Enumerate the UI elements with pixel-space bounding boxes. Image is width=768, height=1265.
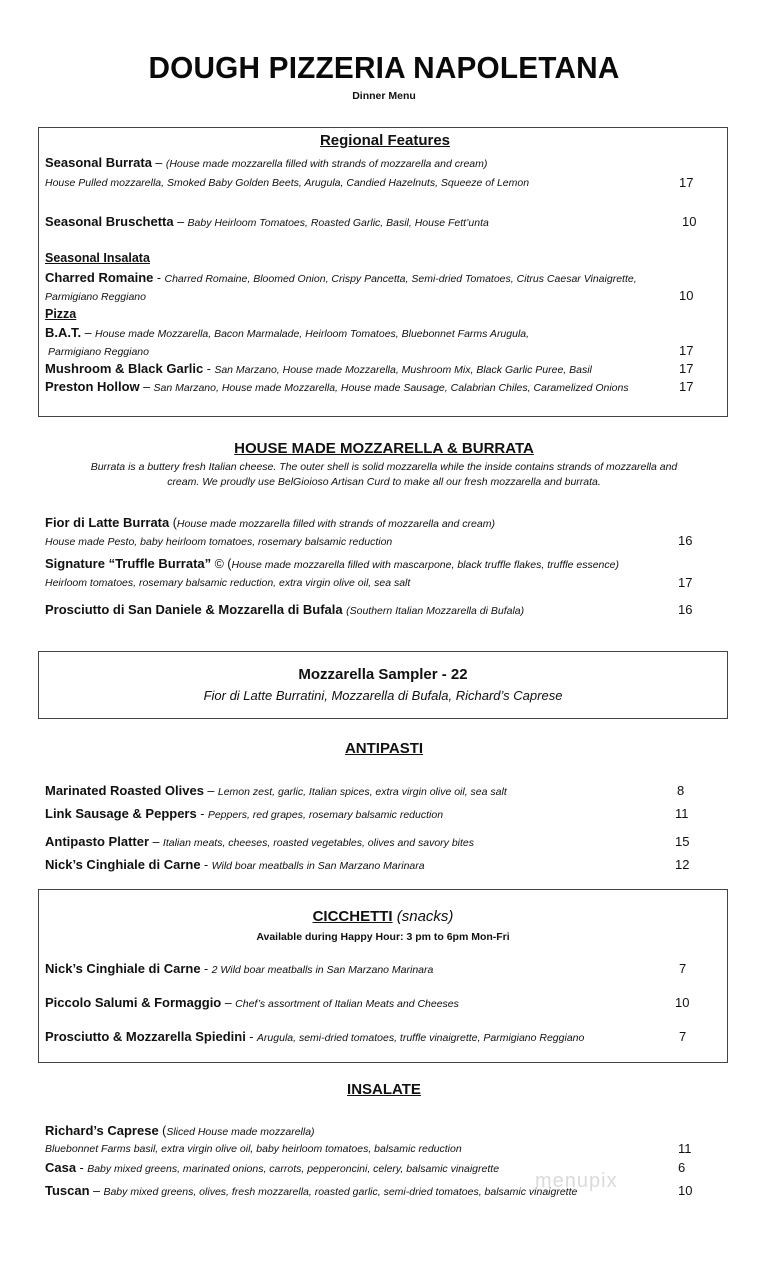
menu-item-truffle-burrata: Signature “Truffle Burrata” © (House made mozzarella filled with mascarpone, black truffle flakes, truffle essence) <box>45 556 619 571</box>
menu-item-charred-romaine: Charred Romaine - Charred Romaine, Bloomed Onion, Crispy Pancetta, Semi-dried Tomatoes, Citrus Caesar Vinaigrette, <box>45 270 637 285</box>
regional-features-heading: Regional Features <box>319 132 451 149</box>
item-price: 17 <box>679 175 694 190</box>
item-subdesc: House Pulled mozzarella, Smoked Baby Golden Beets, Arugula, Candied Hazelnuts, Squeeze of Lemon <box>45 177 530 189</box>
menu-item-fior-di-latte-burrata: Fior di Latte Burrata (House made mozzarella filled with strands of mozzarella and cream) <box>45 515 495 530</box>
item-price: 17 <box>679 379 694 394</box>
menu-item-link-sausage: Link Sausage & Peppers - Peppers, red grapes, rosemary balsamic reduction <box>45 806 444 821</box>
item-price: 11 <box>675 806 689 821</box>
menu-item-cinghiale: Nick’s Cinghiale di Carne - Wild boar meatballs in San Marzano Marinara <box>45 857 425 872</box>
item-subdesc: Parmigiano Reggiano <box>45 291 146 303</box>
menu-item-piccolo-salumi: Piccolo Salumi & Formaggio – Chef’s assortment of Italian Meats and Cheeses <box>45 995 459 1010</box>
sampler-title: Mozzarella Sampler - 22 <box>298 666 468 683</box>
item-price: 7 <box>679 961 687 976</box>
menu-item-richards-caprese: Richard’s Caprese (Sliced House made mozzarella) <box>45 1123 315 1138</box>
menu-item-mushroom-black-garlic: Mushroom & Black Garlic - San Marzano, House made Mozzarella, Mushroom Mix, Black Garlic Puree, Basil <box>45 361 592 376</box>
item-subdesc: Parmigiano Reggiano <box>48 346 149 358</box>
item-subdesc: Bluebonnet Farms basil, extra virgin olive oil, baby heirloom tomatoes, balsamic reduction <box>45 1143 462 1155</box>
menu-item-seasonal-burrata: Seasonal Burrata – (House made mozzarella filled with strands of mozzarella and cream) <box>45 155 488 170</box>
cicchetti-box <box>38 889 728 1063</box>
menu-item-antipasto-platter: Antipasto Platter – Italian meats, cheeses, roasted vegetables, olives and savory bites <box>45 834 475 849</box>
item-price: 11 <box>678 1141 692 1156</box>
cicchetti-heading: CICCHETTI (snacks) <box>312 908 454 925</box>
item-price: 6 <box>678 1160 686 1175</box>
restaurant-title: DOUGH PIZZERIA NAPOLETANA <box>148 50 620 85</box>
antipasti-heading: ANTIPASTI <box>344 740 424 757</box>
mozzarella-heading: HOUSE MADE MOZZARELLA & BURRATA <box>234 440 534 457</box>
item-price: 8 <box>677 783 685 798</box>
happy-hour-note: Available during Happy Hour: 3 pm to 6pm Mon-Fri <box>256 931 510 943</box>
insalate-heading: INSALATE <box>347 1081 421 1098</box>
menu-item-spiedini: Prosciutto & Mozzarella Spiedini - Arugula, semi-dried tomatoes, truffle vinaigrette, Parmigiano Reggiano <box>45 1029 585 1044</box>
item-price: 17 <box>679 361 694 376</box>
menu-item-preston-hollow: Preston Hollow – San Marzano, House made Mozzarella, House made Sausage, Calabrian Chiles, Caramelized Onions <box>45 379 629 394</box>
item-price: 12 <box>675 857 690 872</box>
menu-item-casa: Casa - Baby mixed greens, marinated onions, carrots, pepperoncini, celery, balsamic vinaigrette <box>45 1160 500 1175</box>
item-price: 16 <box>678 533 693 548</box>
item-price: 15 <box>675 834 690 849</box>
menu-item-seasonal-bruschetta: Seasonal Bruschetta – Baby Heirloom Tomatoes, Roasted Garlic, Basil, House Fett’unta <box>45 214 489 229</box>
mozzarella-intro: Burrata is a buttery fresh Italian cheese. The outer shell is solid mozzarella while the inside contains strands of mozzarella and cream. We proudly use BelGioioso Artisan Curd to make all our fresh mozzarella and burrata. <box>90 461 678 488</box>
item-price: 10 <box>682 214 697 229</box>
menu-item-marinated-olives: Marinated Roasted Olives – Lemon zest, garlic, Italian spices, extra virgin olive oil, sea salt <box>45 783 507 798</box>
item-price: 16 <box>678 602 693 617</box>
item-price: 7 <box>679 1029 687 1044</box>
mozzarella-sampler-box <box>38 651 728 719</box>
menu-item-bat: B.A.T. – House made Mozzarella, Bacon Marmalade, Heirloom Tomatoes, Bluebonnet Farms Arugula, <box>45 325 530 340</box>
menu-item-prosciutto-bufala: Prosciutto di San Daniele & Mozzarella di Bufala (Southern Italian Mozzarella di Bufala) <box>45 602 525 617</box>
seasonal-insalata-heading: Seasonal Insalata <box>45 251 150 265</box>
item-price: 10 <box>678 1183 693 1198</box>
menu-item-tuscan: Tuscan – Baby mixed greens, olives, fresh mozzarella, roasted garlic, semi-dried tomatoes, balsamic vinaigrette <box>45 1183 578 1198</box>
item-price: 10 <box>675 995 690 1010</box>
menu-subtitle: Dinner Menu <box>352 90 416 102</box>
item-subdesc: House made Pesto, baby heirloom tomatoes, rosemary balsamic reduction <box>45 536 393 548</box>
watermark-logo: menupix <box>535 1170 618 1192</box>
item-price: 17 <box>678 575 693 590</box>
item-price: 17 <box>679 343 694 358</box>
pizza-heading: Pizza <box>45 307 77 321</box>
item-price: 10 <box>679 288 694 303</box>
menu-item-cicchetti-cinghiale: Nick’s Cinghiale di Carne - 2 Wild boar meatballs in San Marzano Marinara <box>45 961 434 976</box>
sampler-desc: Fior di Latte Burratini, Mozzarella di Bufala, Richard’s Caprese <box>203 688 563 703</box>
item-subdesc: Heirloom tomatoes, rosemary balsamic reduction, extra virgin olive oil, sea salt <box>45 577 411 589</box>
regional-features-box <box>38 127 728 417</box>
